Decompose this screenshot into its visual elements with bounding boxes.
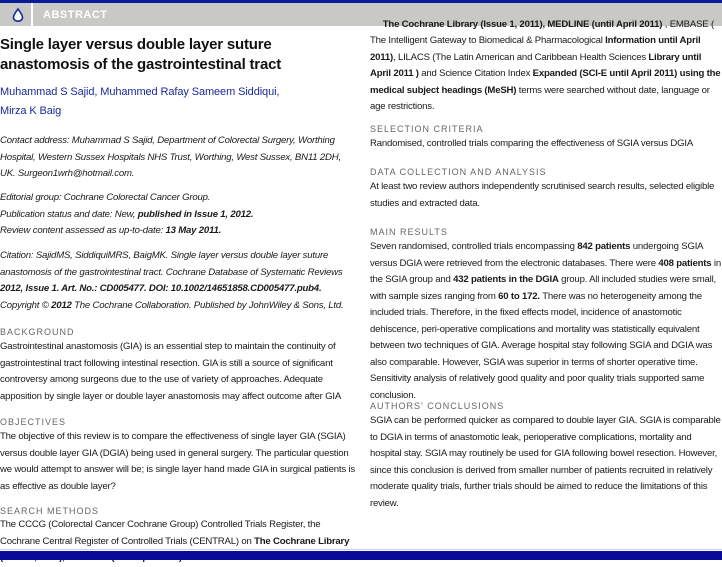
citation-reference: 2012, Issue 1. Art. No.: CD005477. DOI: 10.1002/14651858.CD005477.pub4.	[0, 283, 322, 294]
background-text: Gastrointestinal anastomosis (GIA) is an essential step to maintain the continuity of gastrointestinal tract following intestinal resection. GIA is still a source of significant controversy among surgeons due to the use of variety of approaches. Adequate apposition by single layer or double layer anastomosis may affect outcome after GIA	[0, 341, 342, 402]
citation	[0, 248, 358, 314]
authors	[0, 83, 358, 121]
editorial-group: Editorial group: Cochrane Colorectal Cancer Group.	[0, 192, 211, 203]
sgia-patients: 408 patients	[658, 257, 712, 269]
search-methods-library: The Cochrane Library	[254, 535, 350, 547]
publication-status: Publication status and date: New, published in Issue 1, 2012.	[0, 208, 254, 220]
main-results-text: Seven randomised, controlled trials encompassing 842 patients undergoing SGIA versus DGIA were retrieved from the electronic databases. There were 408 patients in the SGIA group and 432 patients in the DGIA group. All included studies were small, with sample sizes ranging from 60 to 172. There was no heterogeneity among the included trials. Therefore, in the fixed effects model, incidence of anastomotic dehiscence, peri-operative complications and mortality was statistically equivalent between two techniques of GIA. Average hospital stay following SGIA and DGIA was also comparable. However, SGIA was superior in terms of shorter operative time. Sensitivity analysis of relatively good quality and poor quality trials supported same conclusion.	[370, 241, 721, 401]
dgia-patients: 432 patients in the DGIA	[453, 274, 559, 285]
data-collection-heading: DATA COLLECTION AND ANALYSIS	[370, 167, 547, 177]
header-separator	[31, 3, 33, 26]
copyright-year: 2012	[51, 299, 72, 311]
contact-address	[0, 133, 358, 183]
section-label: ABSTRACT	[43, 8, 108, 21]
copyright-rest: The Cochrane Collaboration. Published by JohnWiley & Sons, Ltd.	[71, 299, 344, 311]
total-patients: 842 patients	[577, 241, 631, 252]
search-methods-library-cont: The Cochrane Library (Issue 1, 2011), MEDLINE (until April 2011)	[382, 18, 663, 30]
search-methods-text-continued: The Cochrane Library (Issue 1, 2011), MEDLINE (until April 2011) , EMBASE ( The Intelligent Gateway to Biomedical & Pharmacological Information until April 2011), LILACS (The Latin American and Caribbean Health Sciences Library until April 2011 ) and Science Citation Index Expanded (SCI-E until April 2011) using the medical subject headings (MeSH) terms were searched without date, language or age restrictions.	[370, 18, 721, 112]
objectives-text: The objective of this review is to compare the effectiveness of single layer GIA (SGIA) versus double layer GIA (DGIA) being used in general surgery. The particular question we would attempt to answer will be; is single layer hand made GIA in surgical patients is as effective as double layer?	[0, 431, 355, 492]
publication-status-value: published in Issue 1, 2012.	[137, 208, 254, 220]
copyright-prefix: Copyright ©	[0, 299, 52, 311]
authors-conclusions-text: SGIA can be performed quicker as compared to double layer GIA. SGIA is comparable to DGIA in terms of anastomotic leak, perioperative complications, mortality and hospital stay. SGIA may routinely be used for GIA following bowel resection. However, since this conclusion is derived from smaller number of patients recruited in relatively moderate quality trials, further trials should be aimed to reduce the limitations of this review.	[370, 415, 721, 509]
search-methods-text-start: The CCCG (Colorectal Cancer Cochrane Group) Controlled Trials Register, the Cochrane Central Register of Controlled Trials (CENTRAL) on The Cochrane Library	[0, 517, 358, 550]
objectives-heading: OBJECTIVES	[0, 417, 67, 427]
background-heading: BACKGROUND	[0, 327, 75, 337]
cochrane-drop-icon	[12, 8, 24, 22]
selection-criteria-heading: SELECTION CRITERIA	[370, 124, 484, 134]
editorial-info	[0, 190, 358, 240]
data-collection-text: At least two review authors independently scrutinised search results, selected eligible studies and extracted data.	[370, 181, 715, 209]
review-assessed: Review content assessed as up-to-date: 13 May 2011.	[0, 225, 222, 236]
sample-size-range: 60 to 172.	[498, 290, 540, 302]
bottom-bar	[0, 551, 722, 560]
selection-criteria-text: Randomised, controlled trials comparing the effectiveness of SGIA versus DGIA	[370, 138, 694, 149]
article-title: Single layer versus double layer suture anastomosis of the gastrointestinal tract	[0, 36, 282, 73]
contact-text: Contact address: Muhammad S Sajid, Department of Colorectal Surgery, Worthing Hospital, Western Sussex Hospitals NHS Trust, Worthing, West Sussex, BN11 2DH, UK. Surgeon1wrh@hotmail.com.	[0, 135, 341, 179]
search-methods-heading: SEARCH METHODS	[0, 506, 100, 516]
authors-line-2: Mirza K Baig	[0, 105, 62, 117]
authors-line-1: Muhammad S Sajid, Muhammed Rafay Sameem Siddiqui,	[0, 86, 280, 98]
citation-text: Citation: SajidMS, SiddiquiMRS, BaigMK. Single layer versus double layer suture anastomosis of the gastrointestinal tract. Cochrane Database of Systematic Reviews	[0, 250, 343, 278]
main-results-heading: MAIN RESULTS	[370, 227, 448, 237]
review-assessed-date: 13 May 2011.	[165, 225, 222, 236]
authors-conclusions-heading: AUTHORS' CONCLUSIONS	[370, 401, 505, 411]
bottom-divider	[0, 549, 722, 550]
